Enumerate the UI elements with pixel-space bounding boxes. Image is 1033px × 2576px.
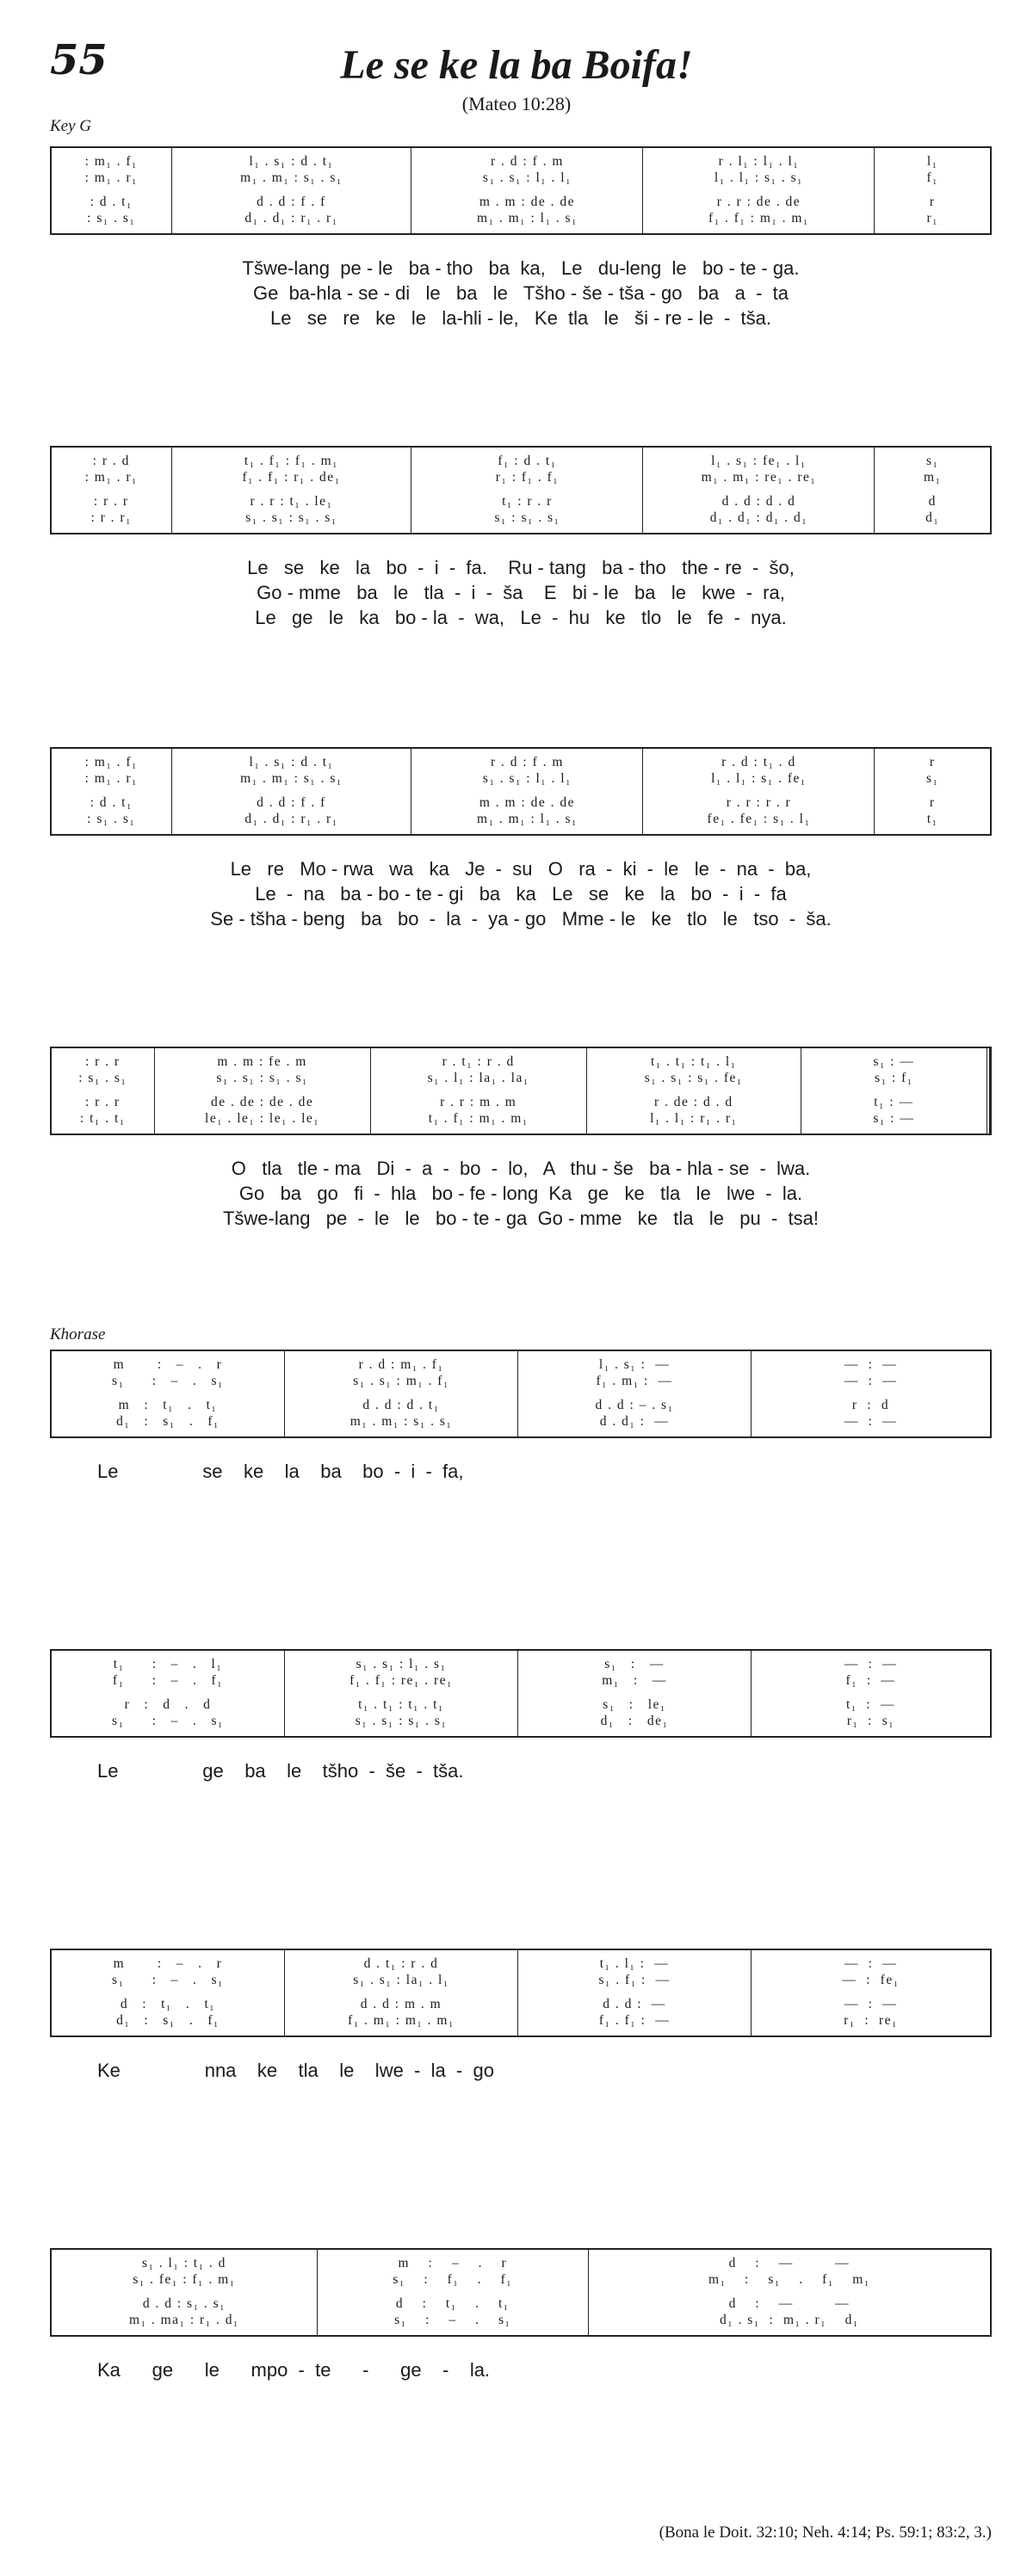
solfa-voice-line: r . d : f . m	[491, 154, 564, 169]
solfa-voice-line: : r . r	[84, 1054, 121, 1069]
measure	[155, 1048, 371, 1134]
measure	[875, 148, 990, 233]
solfa-voice-line: m₁ . m₁ : s₁ . s₁	[349, 1414, 453, 1429]
solfa-voice-line: r₁ : f₁ . f₁	[495, 470, 560, 485]
solfa-voice-line: r . r : t₁ . le₁	[250, 494, 333, 509]
solfa-voice-line: s₁ : – . s₁	[112, 1714, 224, 1728]
music-staff	[50, 1350, 992, 1438]
solfa-voice-line: m₁ . m₁ : re₁ . re₁	[701, 470, 817, 485]
measure	[172, 448, 412, 533]
solfa-voice-line: s₁ : – . s₁	[112, 1973, 224, 1987]
lyric-line: Go - mme ba le tla - i - ša E bi - le ba le kwe - ra,	[257, 582, 785, 603]
measure	[285, 1351, 518, 1436]
solfa-voice-line: d₁ . d₁ : r₁ . r₁	[244, 812, 338, 826]
solfa-voice-line: d . d : m . m	[360, 1997, 442, 2011]
solfa-voice-line: d₁ . s₁ : m₁ . r₁ d₁	[719, 2313, 859, 2327]
solfa-voice-line: f₁ . m₁ : m₁ . m₁	[348, 2013, 455, 2028]
solfa-voice-line: s₁ . s₁ : s₁ . s₁	[355, 1714, 448, 1728]
solfa-voice-line: r . r : de . de	[716, 195, 801, 209]
solfa-voice-line: r . r : m . m	[440, 1095, 517, 1109]
solfa-voice-line: t₁ : —	[845, 1697, 895, 1712]
measure	[875, 749, 990, 834]
lyric-line: Tšwe-lang pe - le le bo - te - ga Go - mme ke tla le pu - tsa!	[222, 1208, 820, 1229]
solfa-voice-line: s₁ . s₁ : m₁ . f₁	[353, 1374, 449, 1388]
solfa-voice-line: f₁ : —	[845, 1673, 896, 1688]
solfa-voice-line: s₁ . l₁ : t₁ . d	[141, 2256, 226, 2270]
solfa-voice-line: t₁ : r . r	[502, 494, 553, 509]
measure	[801, 1048, 990, 1134]
solfa-voice-line: t₁ . f₁ : m₁ . m₁	[428, 1111, 529, 1126]
lyric-line: Le se re ke le la-hli - le, Ke tla le ši - re - le - tša.	[270, 307, 771, 329]
solfa-voice-line: d . d : d . d	[721, 494, 796, 509]
solfa-voice-line: s₁ . fe₁ : f₁ . m₁	[133, 2272, 236, 2287]
solfa-voice-line: m . m : de . de	[479, 795, 576, 810]
chorus-system	[50, 1649, 992, 1783]
solfa-voice-line: f₁ . f₁ : re₁ . re₁	[349, 1673, 453, 1688]
measure	[411, 749, 643, 834]
measure	[752, 1651, 990, 1736]
measure	[52, 2250, 318, 2335]
solfa-voice-line: s₁ . s₁ : l₁ . l₁	[482, 170, 572, 185]
measure	[589, 2250, 990, 2335]
measure	[172, 148, 412, 233]
solfa-voice-line: r . r : r . r	[726, 795, 792, 810]
solfa-voice-line: m₁ . ma₁ : r₁ . d₁	[129, 2313, 239, 2327]
solfa-voice-line: f₁ : d . t₁	[498, 454, 557, 468]
verse-system	[50, 1047, 992, 1231]
solfa-voice-line: d . t₁ : r . d	[363, 1956, 439, 1971]
measure	[643, 749, 875, 834]
solfa-voice-line: s₁ : —	[873, 1054, 915, 1069]
solfa-voice-line: r	[929, 755, 936, 769]
lyrics-block	[50, 1459, 992, 1484]
solfa-voice-line: s₁	[926, 771, 939, 786]
solfa-voice-line: — : —	[844, 1414, 898, 1429]
solfa-voice-line: l₁ . l₁ : r₁ . r₁	[650, 1111, 738, 1126]
solfa-voice-line: r . d : m₁ . f₁	[358, 1357, 444, 1372]
measure	[752, 1950, 990, 2035]
solfa-voice-line: d . d : s₁ . s₁	[142, 2296, 226, 2311]
solfa-voice-line: d . d₁ : —	[599, 1414, 670, 1429]
solfa-voice-line: m . m : fe . m	[217, 1054, 307, 1069]
measure	[587, 1048, 801, 1134]
lyric-line: Ka ge le mpo - te - ge - la.	[97, 2359, 491, 2381]
solfa-voice-line: d₁ : de₁	[600, 1714, 669, 1728]
music-staff	[50, 2248, 992, 2337]
solfa-voice-line: t₁	[926, 812, 938, 826]
solfa-voice-line: f₁ . f₁ : —	[598, 2013, 671, 2028]
solfa-voice-line: l₁ . s₁ : d . t₁	[249, 755, 334, 769]
solfa-voice-line: d₁	[925, 510, 940, 525]
solfa-voice-line: : r . d	[92, 454, 130, 468]
solfa-voice-line: r : d	[851, 1398, 890, 1412]
lyric-line: Le - na ba - bo - te - gi ba ka Le se ke la bo - i - fa	[255, 883, 787, 905]
solfa-voice-line: f₁	[926, 170, 939, 185]
hymn-reference: (Mateo 10:28)	[461, 93, 572, 114]
solfa-voice-line: d . d : f . f	[257, 195, 326, 209]
solfa-voice-line: — : —	[844, 1657, 898, 1671]
solfa-voice-line: : r . r	[84, 1095, 121, 1109]
measure	[52, 1950, 285, 2035]
solfa-voice-line: le₁ . le₁ : le₁ . le₁	[205, 1111, 320, 1126]
solfa-voice-line: r₁ : re₁	[844, 2013, 898, 2028]
solfa-voice-line: : m₁ . r₁	[84, 771, 138, 786]
solfa-voice-line: : r . r₁	[90, 510, 133, 525]
measure	[518, 1351, 752, 1436]
solfa-voice-line: s₁ . s₁ : s₁ . fe₁	[644, 1071, 743, 1085]
solfa-voice-line: — : —	[844, 1997, 898, 2011]
measure	[411, 148, 643, 233]
measure	[52, 148, 172, 233]
solfa-voice-line: s₁ : f₁ . f₁	[393, 2272, 513, 2287]
solfa-voice-line: : d . t₁	[90, 195, 133, 209]
solfa-voice-line: : m₁ . r₁	[84, 470, 138, 485]
solfa-voice-line: m₁	[923, 470, 942, 485]
solfa-voice-line: r . d : f . m	[491, 755, 564, 769]
solfa-voice-line: r₁ : s₁	[846, 1714, 895, 1728]
solfa-voice-line: d : — —	[728, 2296, 851, 2311]
solfa-voice-line: s₁ . l₁ : la₁ . la₁	[427, 1071, 529, 1085]
solfa-voice-line: d₁ : s₁ . f₁	[116, 2013, 220, 2028]
solfa-voice-line: : d . t₁	[90, 795, 133, 810]
solfa-voice-line: l₁ . l₁ : s₁ . s₁	[714, 170, 804, 185]
key-signature: Key G	[50, 117, 92, 135]
solfa-voice-line: d	[928, 494, 937, 509]
solfa-voice-line: d₁ : s₁ . f₁	[116, 1414, 220, 1429]
solfa-voice-line: r . d : t₁ . d	[721, 755, 796, 769]
lyric-line: Ke nna ke tla le lwe - la - go	[97, 2060, 494, 2081]
measure	[318, 2250, 589, 2335]
chorus-system	[50, 1949, 992, 2083]
measure	[52, 1351, 285, 1436]
solfa-voice-line: l₁ . s₁ : fe₁ . l₁	[711, 454, 807, 468]
solfa-voice-line: s₁ : le₁	[603, 1697, 666, 1712]
solfa-voice-line: : s₁ . s₁	[87, 211, 136, 225]
lyrics-block	[50, 1758, 992, 1783]
solfa-voice-line: s₁ : f₁	[875, 1071, 913, 1085]
solfa-voice-line: s₁ . s₁ : s₁ . s₁	[216, 1071, 308, 1085]
solfa-voice-line: r	[929, 195, 936, 209]
solfa-voice-line: — : —	[844, 1956, 898, 1971]
solfa-voice-line: r	[929, 795, 936, 810]
solfa-voice-line: m₁ . m₁ : l₁ . s₁	[477, 812, 578, 826]
solfa-voice-line: s₁ : s₁ . s₁	[494, 510, 560, 525]
solfa-voice-line: s₁ : —	[604, 1657, 665, 1671]
solfa-voice-line: l₁ . s₁ : —	[598, 1357, 671, 1372]
verse-system	[50, 747, 992, 931]
measure	[518, 1651, 752, 1736]
hymn-number: 55	[50, 36, 108, 84]
solfa-voice-line: fe₁ . fe₁ : s₁ . l₁	[707, 812, 811, 826]
measure	[752, 1351, 990, 1436]
solfa-voice-line: s₁ : —	[873, 1111, 915, 1126]
solfa-voice-line: t₁ . t₁ : t₁ . t₁	[358, 1697, 444, 1712]
measure	[52, 1048, 155, 1134]
lyric-line: Le se ke la ba bo - i - fa,	[97, 1461, 464, 1482]
lyrics-block	[50, 1156, 992, 1231]
lyrics-block	[50, 856, 992, 931]
solfa-voice-line: : s₁ . s₁	[87, 812, 136, 826]
lyric-line: Tšwe-lang pe - le ba - tho ba ka, Le du-leng le bo - te - ga.	[242, 257, 800, 279]
solfa-voice-line: : r . r	[93, 494, 129, 509]
solfa-voice-line: m₁ . m₁ : s₁ . s₁	[240, 170, 343, 185]
solfa-voice-line: — : fe₁	[842, 1973, 900, 1987]
solfa-voice-line: s₁ . s₁ : l₁ . l₁	[482, 771, 572, 786]
verse-system	[50, 146, 992, 330]
solfa-voice-line: t₁ : – . l₁	[113, 1657, 223, 1671]
solfa-voice-line: m . m : de . de	[479, 195, 576, 209]
solfa-voice-line: f₁ . f₁ : m₁ . m₁	[708, 211, 809, 225]
solfa-voice-line: r₁	[926, 211, 939, 225]
lyric-line: O tla tle - ma Di - a - bo - lo, A thu - še ba - hla - se - lwa.	[231, 1158, 811, 1179]
solfa-voice-line: m : – . r	[398, 2256, 508, 2270]
solfa-voice-line: d : — —	[728, 2256, 851, 2270]
solfa-voice-line: r . de : d . d	[653, 1095, 733, 1109]
lyric-line: Le ge le ka bo - la - wa, Le - hu ke tlo le fe - nya.	[255, 607, 787, 628]
solfa-voice-line: — : —	[844, 1374, 898, 1388]
solfa-voice-line: l₁ . s₁ : d . t₁	[249, 154, 334, 169]
solfa-voice-line: r . t₁ : r . d	[442, 1054, 515, 1069]
solfa-voice-line: r : d . d	[124, 1697, 212, 1712]
lyric-line: Se - tšha - beng ba bo - la - ya - go Mme - le ke tlo le tso - ša.	[210, 908, 832, 930]
solfa-voice-line: l₁	[926, 154, 938, 169]
solfa-voice-line: : t₁ . t₁	[79, 1111, 126, 1126]
music-staff	[50, 1949, 992, 2037]
solfa-voice-line: m : t₁ . t₁	[118, 1398, 218, 1412]
lyric-line: Le se ke la bo - i - fa. Ru - tang ba - tho the - re - šo,	[247, 557, 795, 578]
solfa-voice-line: m : – . r	[113, 1357, 223, 1372]
measure	[371, 1048, 587, 1134]
solfa-voice-line: t₁ . f₁ : f₁ . m₁	[244, 454, 339, 468]
chorus-system	[50, 1350, 992, 1484]
lyric-line: Ge ba-hla - se - di le ba le Tšho - še - tša - go ba a - ta	[253, 282, 789, 304]
solfa-voice-line: s₁ . s₁ : la₁ . l₁	[353, 1973, 449, 1987]
lyric-line: Le re Mo - rwa wa ka Je - su O ra - ki - le le - na - ba,	[230, 858, 812, 880]
solfa-voice-line: : m₁ . f₁	[84, 755, 138, 769]
measure	[285, 1651, 518, 1736]
measure	[643, 148, 875, 233]
solfa-voice-line: l₁ . l₁ : s₁ . fe₁	[711, 771, 807, 786]
music-staff	[50, 1649, 992, 1738]
measure	[172, 749, 412, 834]
music-staff	[50, 1047, 992, 1135]
solfa-voice-line: : s₁ . s₁	[78, 1071, 127, 1085]
hymn-title: Le se ke la ba Boifa!	[340, 42, 693, 88]
measure	[285, 1950, 518, 2035]
solfa-voice-line: d . d : d . t₁	[362, 1398, 440, 1412]
solfa-voice-line: : m₁ . f₁	[84, 154, 138, 169]
solfa-voice-line: s₁ : – . s₁	[112, 1374, 224, 1388]
measure	[643, 448, 875, 533]
solfa-voice-line: m₁ . m₁ : s₁ . s₁	[240, 771, 343, 786]
solfa-voice-line: d : t₁ . t₁	[120, 1997, 216, 2011]
lyrics-block	[50, 256, 992, 330]
measure	[411, 448, 643, 533]
solfa-voice-line: m : – . r	[113, 1956, 223, 1971]
solfa-voice-line: t₁ . t₁ : t₁ . l₁	[650, 1054, 737, 1069]
measure	[52, 749, 172, 834]
solfa-voice-line: m₁ . m₁ : l₁ . s₁	[477, 211, 578, 225]
solfa-voice-line: de . de : de . de	[210, 1095, 314, 1109]
solfa-voice-line: d . d : —	[603, 1997, 666, 2011]
solfa-voice-line: s₁ . f₁ : —	[598, 1973, 671, 1987]
solfa-voice-line: t₁ : —	[874, 1095, 914, 1109]
solfa-voice-line: m₁ : —	[602, 1673, 667, 1688]
solfa-voice-line: d₁ . d₁ : d₁ . d₁	[709, 510, 808, 525]
measure	[875, 448, 990, 533]
measure	[52, 1651, 285, 1736]
solfa-voice-line: s₁ . s₁ : l₁ . s₁	[356, 1657, 447, 1671]
verse-system	[50, 446, 992, 630]
chorus-label: Khorase	[50, 1325, 106, 1344]
footer-scripture-references: (Bona le Doit. 32:10; Neh. 4:14; Ps. 59:1; 83:2, 3.)	[659, 2523, 992, 2542]
music-staff	[50, 446, 992, 534]
solfa-voice-line: f₁ . f₁ : r₁ . de₁	[242, 470, 341, 485]
solfa-voice-line: s₁	[926, 454, 939, 468]
lyrics-block	[50, 2058, 992, 2083]
music-staff	[50, 747, 992, 836]
solfa-voice-line: f₁ . m₁ : —	[596, 1374, 673, 1388]
solfa-voice-line: s₁ : – . s₁	[394, 2313, 511, 2327]
solfa-voice-line: d . d : – . s₁	[595, 1398, 674, 1412]
solfa-voice-line: m₁ : s₁ . f₁ m₁	[708, 2272, 870, 2287]
solfa-voice-line: t₁ . l₁ : —	[599, 1956, 670, 1971]
solfa-voice-line: d . d : f . f	[257, 795, 326, 810]
measure	[52, 448, 172, 533]
chorus-system	[50, 2248, 992, 2382]
solfa-voice-line: f₁ : – . f₁	[112, 1673, 224, 1688]
solfa-voice-line: d₁ . d₁ : r₁ . r₁	[244, 211, 338, 225]
solfa-voice-line: : m₁ . r₁	[84, 170, 138, 185]
solfa-voice-line: r . l₁ : l₁ . l₁	[718, 154, 800, 169]
lyric-line: Go ba go fi - hla bo - fe - long Ka ge ke tla le lwe - la.	[238, 1183, 803, 1204]
solfa-voice-line: s₁ . s₁ : s₁ . s₁	[245, 510, 337, 525]
measure	[518, 1950, 752, 2035]
music-staff	[50, 146, 992, 235]
lyrics-block	[50, 555, 992, 630]
lyrics-block	[50, 2357, 992, 2382]
solfa-voice-line: — : —	[844, 1357, 898, 1372]
solfa-voice-line: d : t₁ . t₁	[395, 2296, 510, 2311]
lyric-line: Le ge ba le tšho - še - tša.	[97, 1760, 464, 1782]
